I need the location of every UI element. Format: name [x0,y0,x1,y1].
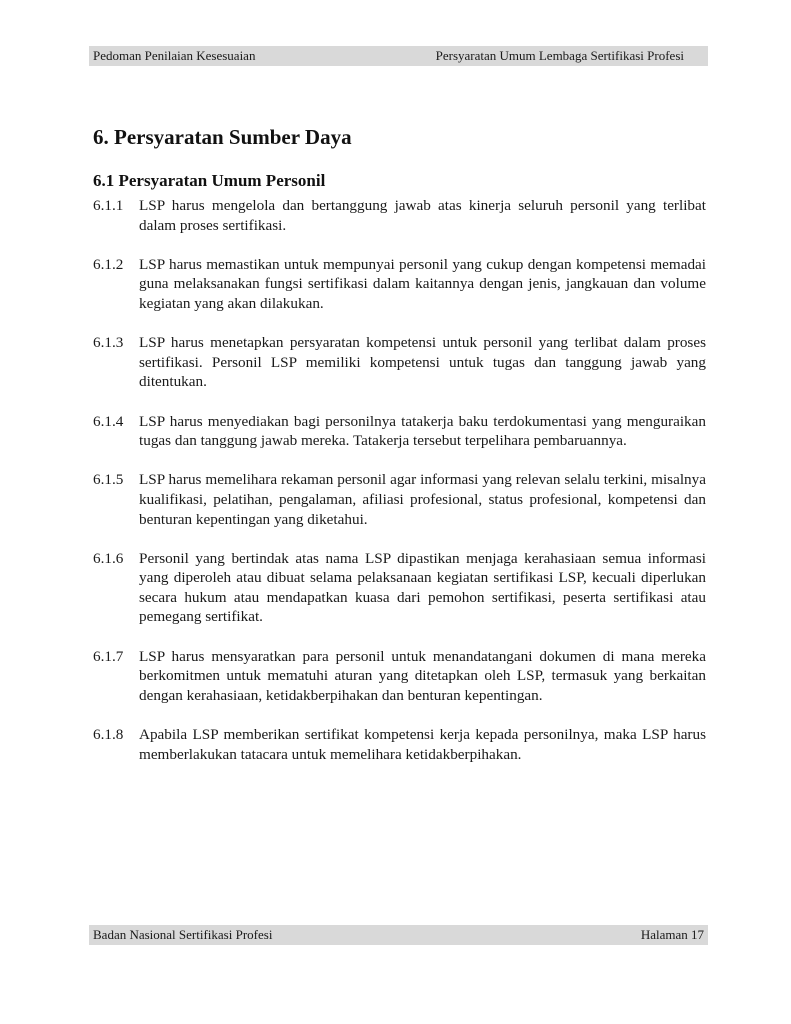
clause-list [93,196,706,764]
clause-number: 6.1.5 [93,471,124,489]
clause-text: LSP harus menyediakan bagi personilnya tatakerja baku terdokumentasi yang menguraikan tugas dan tanggung jawab mereka. Tatakerja tersebut terpelihara pembaruannya. [139,412,706,450]
clause-6-1-6 [93,549,706,627]
subsection-title: 6.1 Persyaratan Umum Personil [93,171,326,190]
clause-text: LSP harus memelihara rekaman personil agar informasi yang relevan selalu terkini, misalnya kualifikasi, pelatihan, pengalaman, afiliasi profesional, status profesional, kompetensi dan benturan kepentingan yang diketahui. [139,471,706,528]
footer-organization: Badan Nasional Sertifikasi Profesi [93,927,273,942]
clause-6-1-2 [93,255,706,314]
clause-number: 6.1.8 [93,726,124,744]
clause-6-1-8 [93,725,706,764]
clause-text: LSP harus mensyaratkan para personil untuk menandatangani dokumen di mana mereka berkomitmen untuk mematuhi aturan yang ditetapkan oleh LSP, termasuk yang berkaitan dengan kerahasiaan, ketidakberpihakan dan benturan kepentingan. [139,647,706,704]
clause-number: 6.1.4 [93,412,124,430]
page-content [93,120,706,784]
header-document-title: Pedoman Penilaian Kesesuaian [93,48,256,63]
clause-6-1-4 [93,412,706,451]
clause-number: 6.1.6 [93,549,124,567]
clause-number: 6.1.2 [93,255,124,273]
clause-number: 6.1.1 [93,197,124,214]
section-title: 6. Persyaratan Sumber Daya [93,125,352,149]
clause-number: 6.1.3 [93,334,124,352]
clause-6-1-7 [93,647,706,706]
clause-text: LSP harus menetapkan persyaratan kompetensi untuk personil yang terlibat dalam proses sertifikasi. Personil LSP memiliki kompetensi untuk tugas dan tanggung jawab yang ditentukan. [139,334,706,391]
clause-text: LSP harus mengelola dan bertanggung jawab atas kinerja seluruh personil yang terlibat dalam proses sertifikasi. [139,197,706,234]
header-section-title: Persyaratan Umum Lembaga Sertifikasi Profesi [435,48,684,63]
clause-text: Personil yang bertindak atas nama LSP dipastikan menjaga kerahasiaan semua informasi yang diperoleh atau dibuat selama pelaksanaan kegiatan sertifikasi LSP, kecuali diperlukan secara hukum atau mendapatkan kuasa dari pemohon sertifikasi, peserta sertifikasi atau pemegang sertifikat. [139,549,706,626]
clause-text: Apabila LSP memberikan sertifikat kompetensi kerja kepada personilnya, maka LSP harus memberlakukan tatacara untuk memelihara ketidakberpihakan. [139,726,706,763]
clause-text: LSP harus memastikan untuk mempunyai personil yang cukup dengan kompetensi memadai guna melaksanakan fungsi sertifikasi dalam kaitannya dengan jenis, jangkauan dan volume kegiatan yang akan dilakukan. [139,255,706,312]
clause-number: 6.1.7 [93,647,124,665]
page-footer [89,925,708,945]
clause-6-1-1 [93,196,706,235]
page-header [89,46,708,66]
clause-6-1-3 [93,333,706,392]
clause-6-1-5 [93,470,706,529]
page-number: Halaman 17 [640,927,704,942]
